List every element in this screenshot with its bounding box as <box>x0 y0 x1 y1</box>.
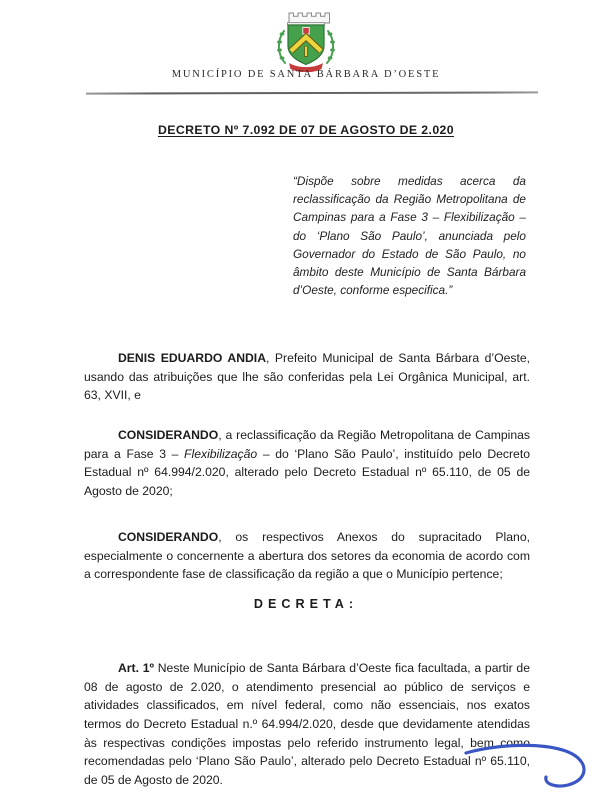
considerando-paragraph-2 <box>84 528 530 584</box>
considerando-1-lead: CONSIDERANDO <box>118 428 219 443</box>
considerando-1-italic: Flexibilização <box>184 446 258 461</box>
crest-crown <box>289 13 330 23</box>
considerando-1-text-b: – do ‘Plano São Paulo’, instituído pelo Decreto Estadual nº 64.994/2.020, alterado pelo Decreto Estadual nº 65.110, de 05 de Agosto de 2020; <box>84 446 530 498</box>
considerando-2-lead: CONSIDERANDO <box>118 530 219 545</box>
considerando-paragraph-1 <box>84 426 530 500</box>
decree-title <box>0 123 612 137</box>
considerando-1-text-a: , a reclassificação da Região Metropolitana de Campinas para a Fase 3 – <box>84 428 530 461</box>
article-1-text: Neste Município de Santa Bárbara d’Oeste fica facultada, a partir de 08 de agosto de 2.020, o atendimento presencial ao público de serviços e atividades classificados, em nível federal, como não essenciais, nos exatos termos do Decreto Estadual n.º 64.994/2.020, desde que devidamente atendidas às respectivas condições impostas pelo referido instrumento legal, bem como recomendadas pelo ‘Plano São Paulo’, alterado pelo Decreto Estadual nº 65.110, de 05 de Agosto de 2020. <box>84 661 530 787</box>
preamble-paragraph <box>84 349 530 405</box>
pen-stroke-annotation <box>460 740 610 792</box>
article-1-label: Art. 1º <box>118 661 154 676</box>
preamble-text: , Prefeito Municipal de Santa Bárbara d’Oeste, usando das atribuições que lhe são conferidas pela Lei Orgânica Municipal, art. 63, XVII, e <box>84 351 530 403</box>
decree-title-text: DECRETO Nº 7.092 DE 07 DE AGOSTO DE 2.020 <box>157 123 455 137</box>
decree-epigraph: “Dispõe sobre medidas acerca da reclassificação da Região Metropolitana de Campinas para a Fase 3 – Flexibilização – do ‘Plano São Paulo’, anunciada pelo Governador do Estado de São Paulo, no âmbito deste Município de Santa Bárbara d’Oeste, conforme especifica.” <box>293 174 526 298</box>
considerando-2-text: , os respectivos Anexos do supracitado Plano, especialmente o concernente a abertura dos setores da economia de acordo com a correspondente fase de classificação da região a que o Município pertence; <box>84 530 530 582</box>
municipality-name: MUNICÍPIO DE SANTA BÁRBARA D’OESTE <box>171 69 441 80</box>
header-divider <box>86 91 538 94</box>
decreta-heading: DECRETA: <box>253 597 359 611</box>
coat-of-arms-icon <box>274 6 338 72</box>
mayor-name: DENIS EDUARDO ANDIA <box>118 351 266 366</box>
pen-stroke-path <box>466 745 584 786</box>
